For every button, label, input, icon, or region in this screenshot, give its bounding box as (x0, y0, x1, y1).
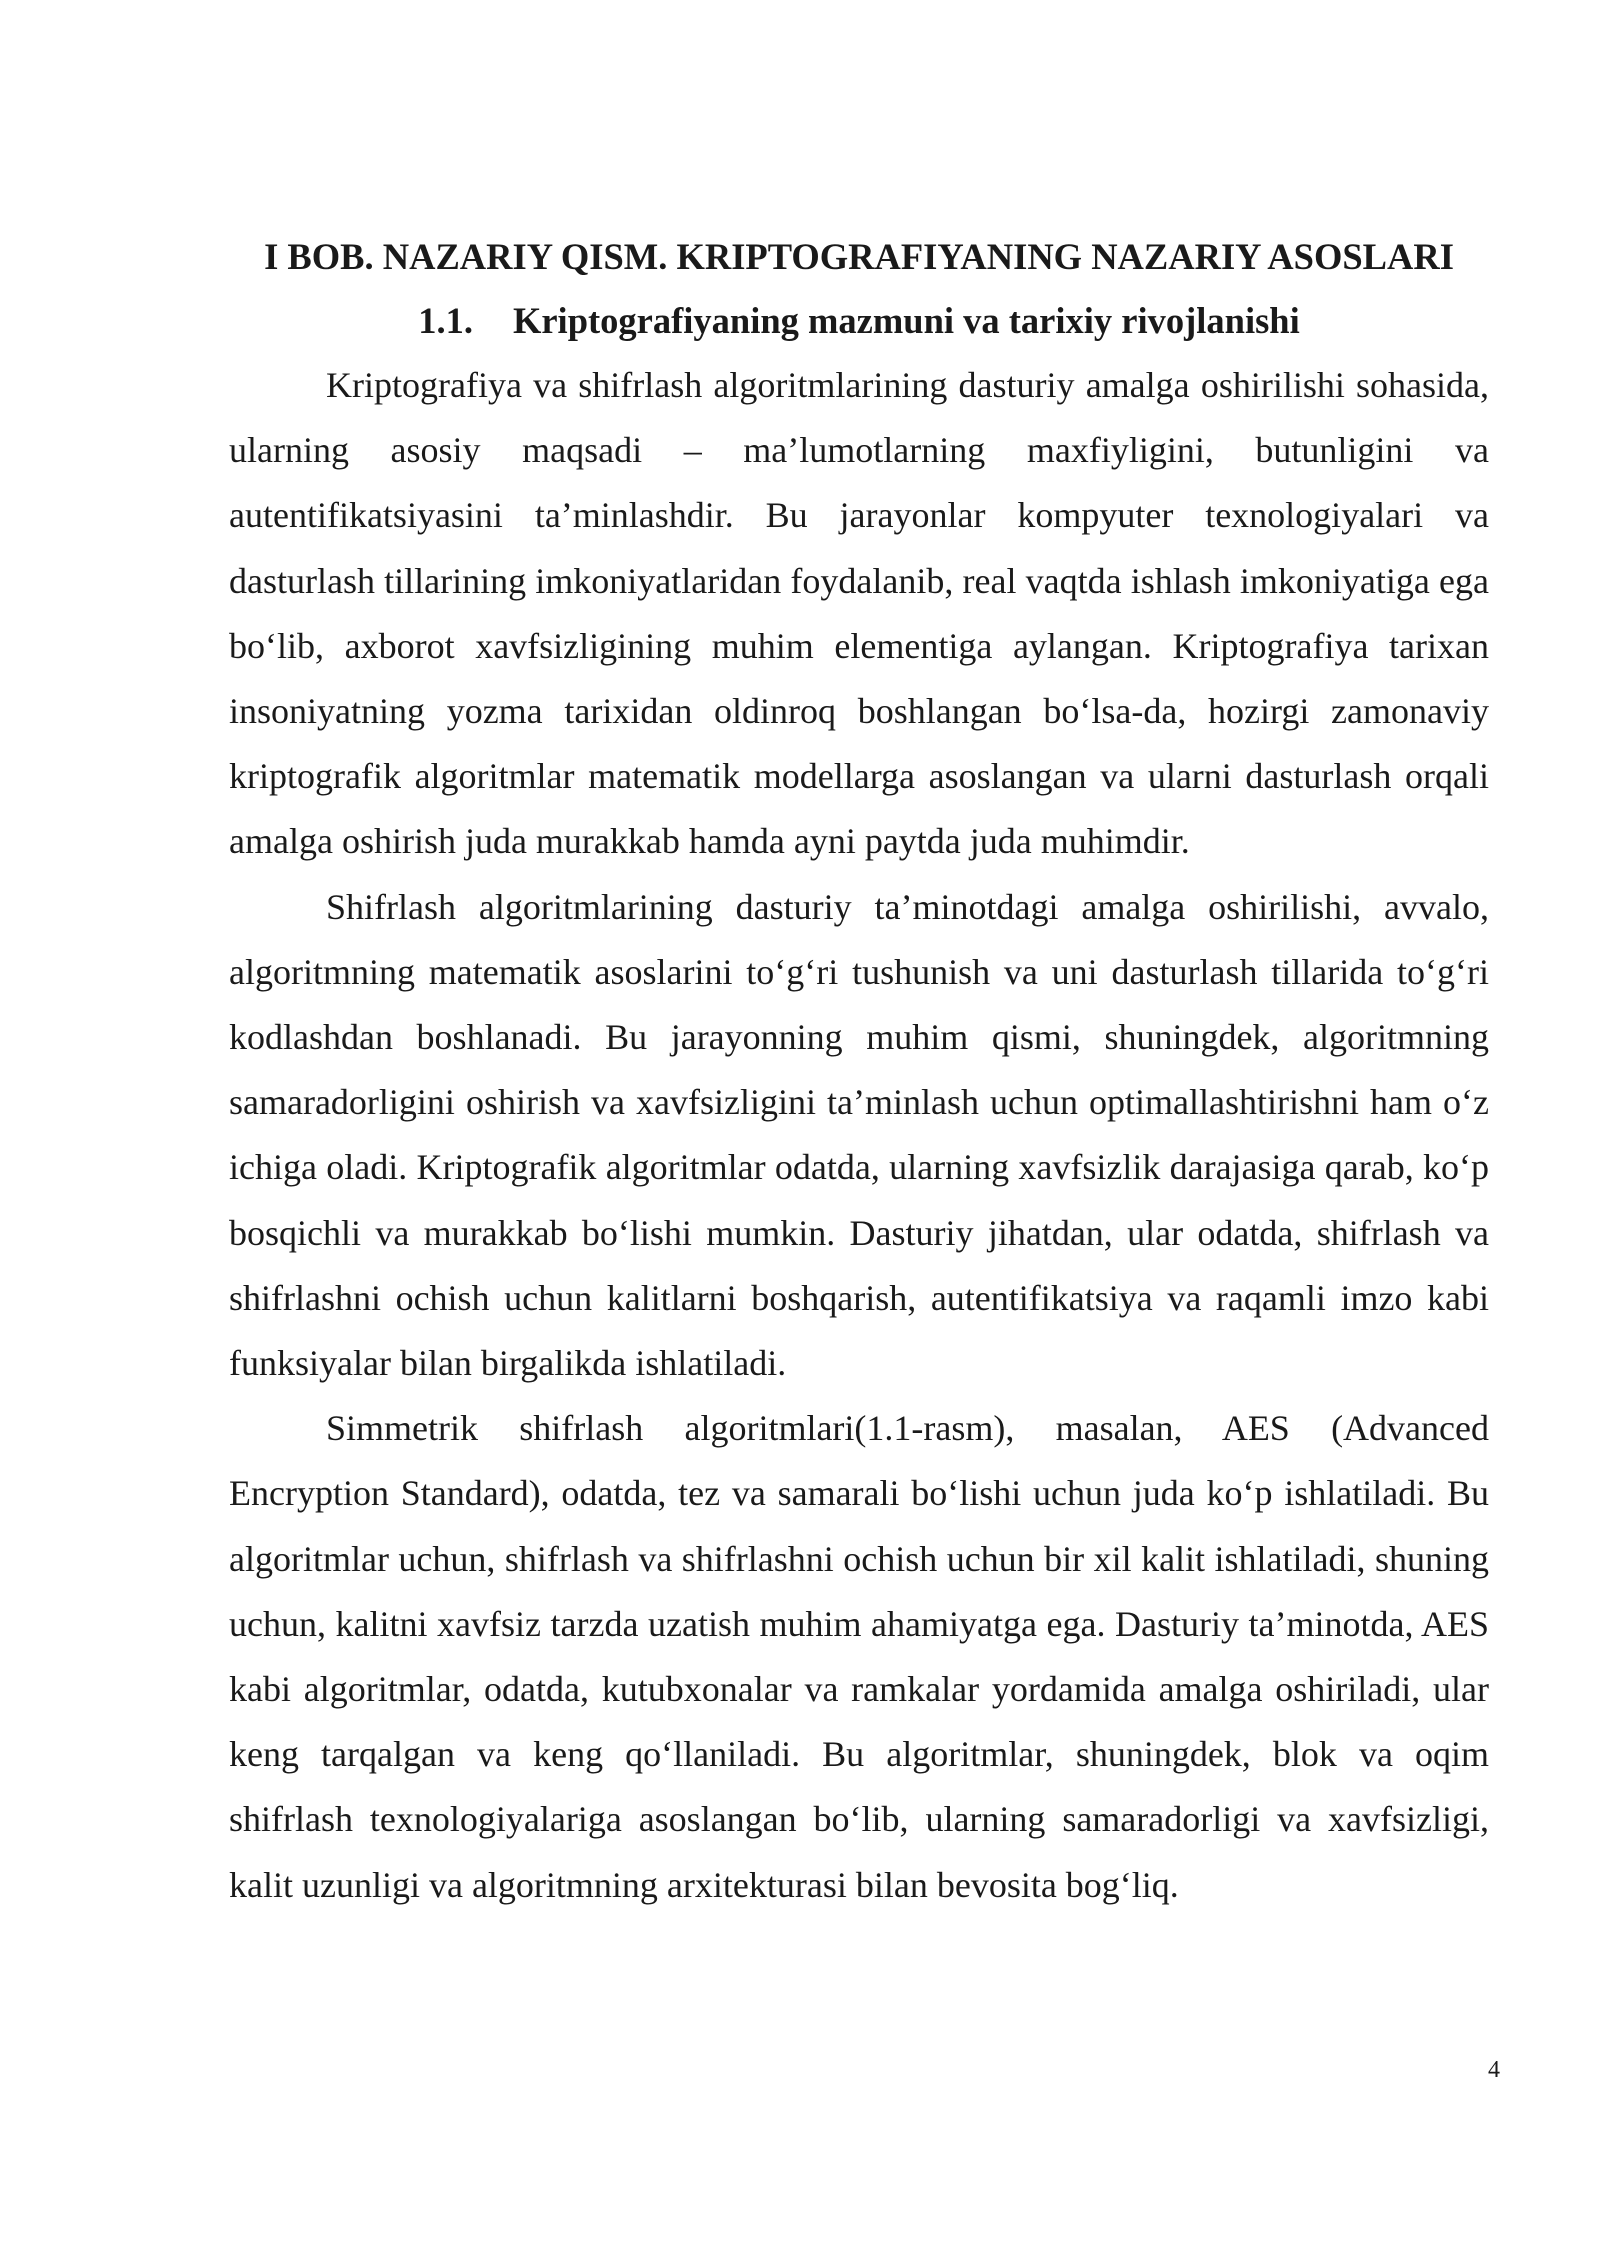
section-heading (229, 289, 1489, 353)
section-title: Kriptografiyaning mazmuni va tarixiy rivojlanishi (512, 300, 1300, 341)
body-paragraph: Shifrlash algoritmlarining dasturiy ta’minotdagi amalga oshirilishi, avvalo, algoritmning matematik asoslarini to‘g‘ri tushunish va uni dasturlash tillarida to‘g‘ri kodlashdan boshlanadi. Bu jarayonning muhim qismi, shuningdek, algoritmning samaradorligini oshirish va xavfsizligini ta’minlash uchun optimallashtirishni ham o‘z ichiga oladi. Kriptografik algoritmlar odatda, ularning xavfsizlik darajasiga qarab, ko‘p bosqichli va murakkab bo‘lishi mumkin. Dasturiy jihatdan, ular odatda, shifrlash va shifrlashni ochish uchun kalitlarni boshqarish, autentifikatsiya va raqamli imzo kabi funksiyalar bilan birgalikda ishlatiladi. (229, 886, 1489, 1384)
section-number: 1.1. (418, 300, 473, 341)
page-number: 4 (1488, 2057, 1500, 2083)
body-paragraph: Kriptografiya va shifrlash algoritmlarining dasturiy amalga oshirilishi sohasida, ularning asosiy maqsadi – ma’lumotlarning maxfiyligini, butunligini va autentifikatsiyasini ta’minlashdir. Bu jarayonlar kompyuter texnologiyalari va dasturlash tillarining imkoniyatlaridan foydalanib, real vaqtda ishlash imkoniyatiga ega bo‘lib, axborot xavfsizligining muhim elementiga aylangan. Kriptografiya tarixan insoniyatning yozma tarixidan oldinroq boshlangan bo‘lsa-da, hozirgi zamonaviy kriptografik algoritmlar matematik modellarga asoslangan va ularni dasturlash orqali amalga oshirish juda murakkab hamda ayni paytda juda muhimdir. (229, 365, 1489, 862)
body-paragraph: Simmetrik shifrlash algoritmlari(1.1-rasm), masalan, AES (Advanced Encryption Standard), odatda, tez va samarali bo‘lishi uchun juda ko‘p ishlatiladi. Bu algoritmlar uchun, shifrlash va shifrlashni ochish uchun bir xil kalit ishlatiladi, shuning uchun, kalitni xavfsiz tarzda uzatish muhim ahamiyatga ega. Dasturiy ta’minotda, AES kabi algoritmlar, odatda, kutubxonalar va ramkalar yordamida amalga oshiriladi, ular keng tarqalgan va keng qo‘llaniladi. Bu algoritmlar, shuningdek, blok va oqim shifrlash texnologiyalariga asoslangan bo‘lib, ularning samaradorligi va xavfsizligi, kalit uzunligi va algoritmning arxitekturasi bilan bevosita bog‘liq. (229, 1408, 1489, 1905)
chapter-title: I BOB. NAZARIY QISM. KRIPTOGRAFIYANING NAZARIY ASOSLARI (264, 236, 1454, 277)
page-content (229, 225, 1489, 1918)
